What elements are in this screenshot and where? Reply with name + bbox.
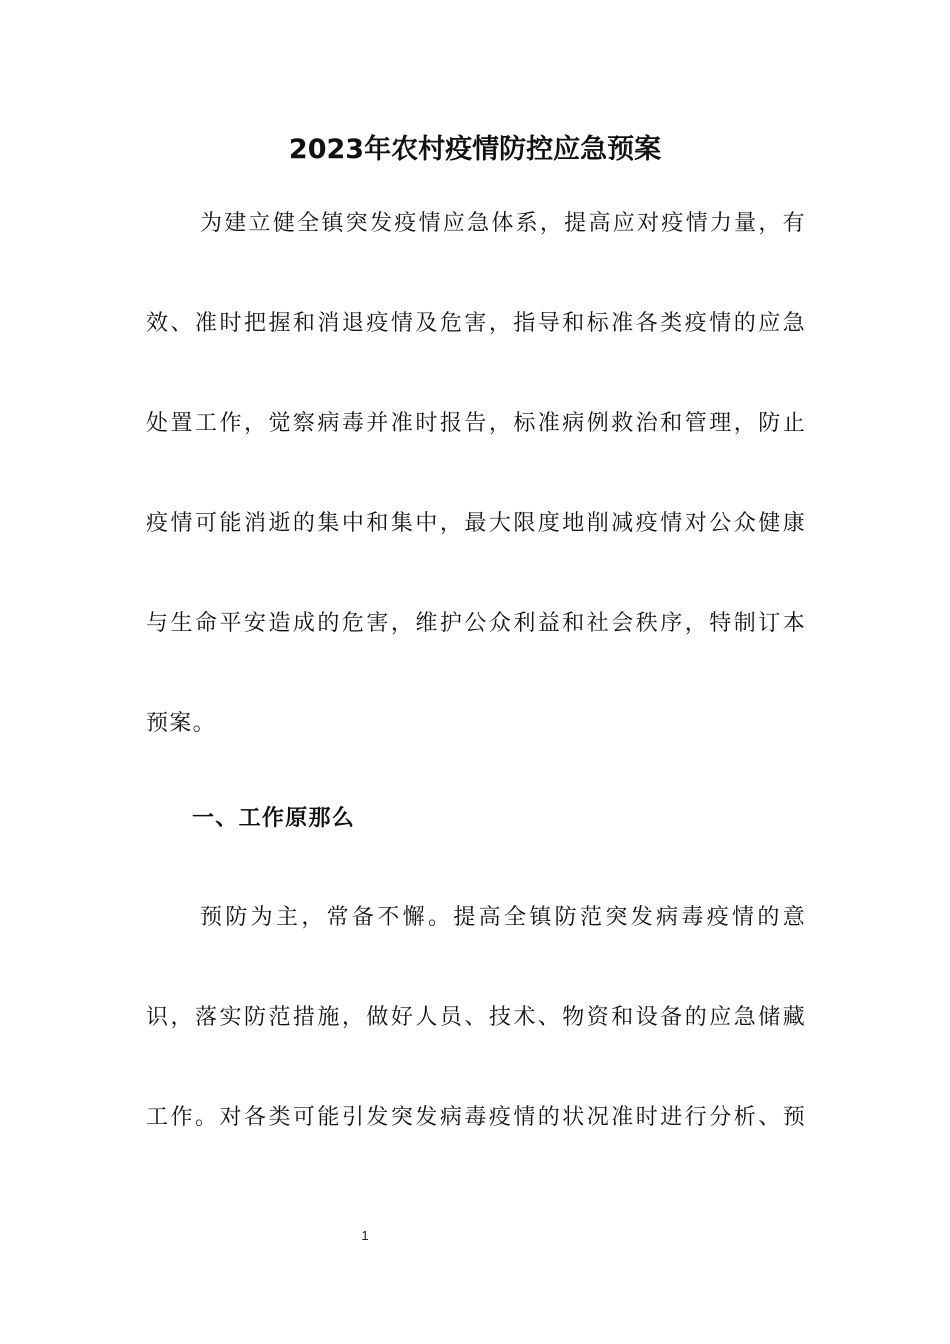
- paragraph-line: 效、准时把握和消退疫情及危害，指导和标准各类疫情的应急: [146, 311, 806, 336]
- page-number: 1: [361, 1228, 369, 1243]
- paragraph-line: 识，落实防范措施，做好人员、技术、物资和设备的应急储藏: [146, 1005, 806, 1030]
- section-heading: 一、工作原那么: [192, 805, 356, 831]
- paragraph-line: 为建立健全镇突发疫情应急体系，提高应对疫情力量，有: [200, 211, 806, 236]
- document-title: 2023年农村疫情防控应急预案: [288, 134, 662, 165]
- paragraph-line: 与生命平安造成的危害，维护公众利益和社会秩序，特制订本: [146, 611, 806, 636]
- paragraph-line: 预防为主，常备不懈。提高全镇防范突发病毒疫情的意: [200, 905, 806, 930]
- paragraph-line: 处置工作，觉察病毒并准时报告，标准病例救治和管理，防止: [146, 411, 806, 436]
- paragraph-line: 疫情可能消逝的集中和集中，最大限度地削减疫情对公众健康: [146, 511, 806, 536]
- paragraph-line: 预案。: [146, 711, 216, 736]
- paragraph-line: 工作。对各类可能引发突发病毒疫情的状况准时进行分析、预: [146, 1105, 806, 1130]
- paragraph-principle: [146, 868, 806, 1168]
- paragraph-intro: [146, 174, 806, 774]
